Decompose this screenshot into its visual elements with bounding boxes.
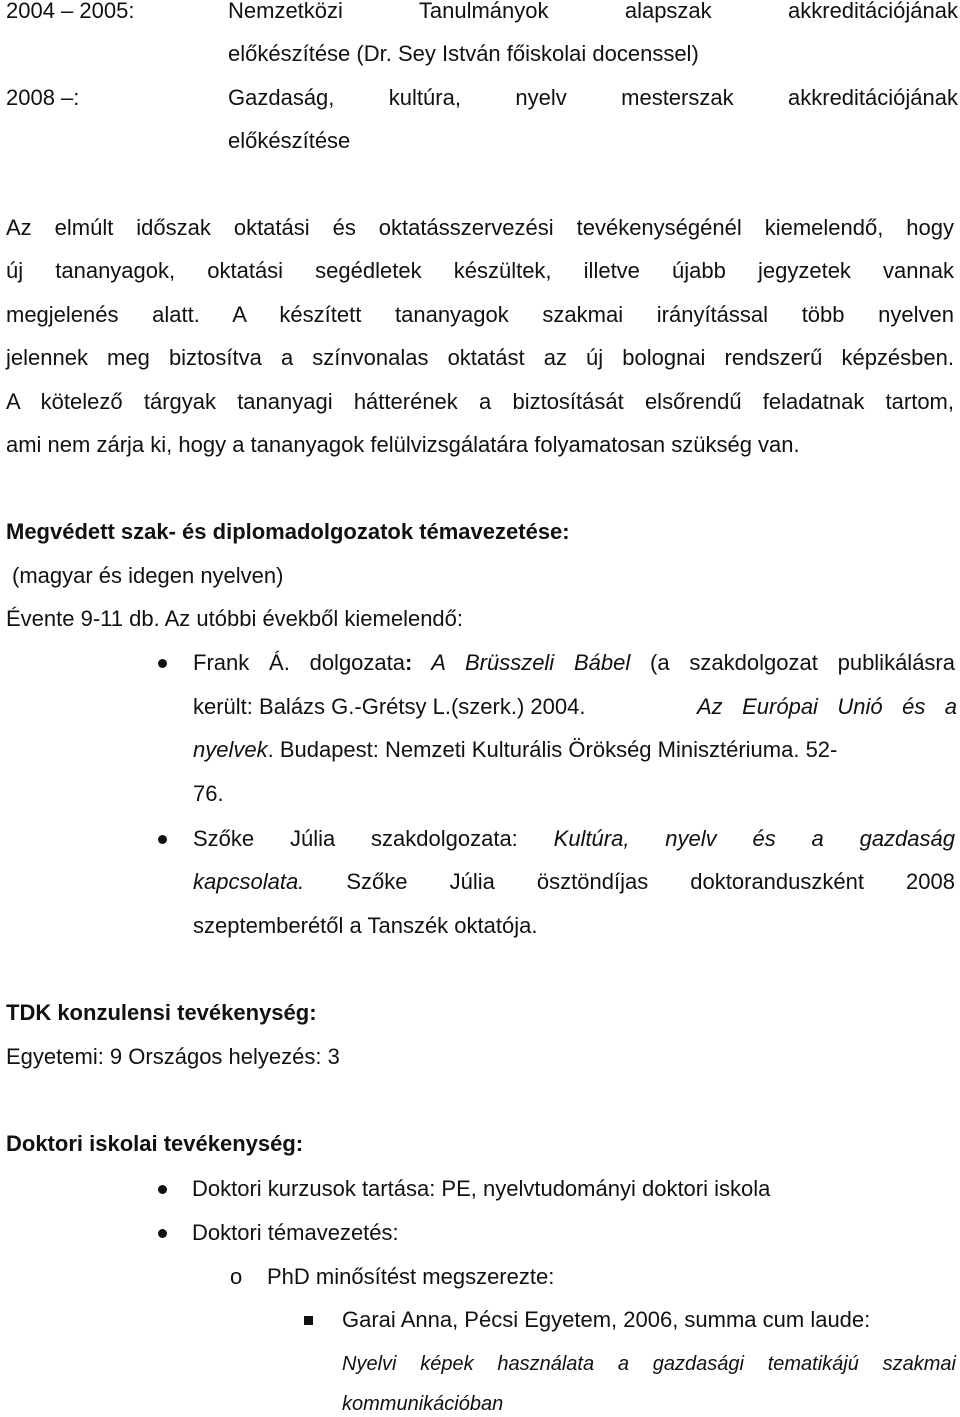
thesis-item-2-line-2 xyxy=(193,869,955,895)
thesis-count xyxy=(6,606,463,632)
doctoral-heading: Doktori iskolai tevékenység: xyxy=(6,1131,304,1156)
doctoral-student: Garai Anna, Pécsi Egyetem, 2006, summa cum laude: xyxy=(342,1307,871,1332)
thesis-item-1-book: Az Európai Unió és a xyxy=(697,694,957,719)
thesis-item-1-title: A Brüsszeli Bábel xyxy=(412,650,631,675)
bullet-icon xyxy=(158,659,167,668)
thesis-item-1-line-2 xyxy=(193,694,585,720)
timeline-year-1: 2004 – 2005: xyxy=(6,0,135,23)
thesis-item-1-line-3 xyxy=(193,737,955,763)
paragraph-line: megjelenés alatt. A készített tananyagok szakmai irányítással több nyelven xyxy=(6,302,954,327)
bullet-icon xyxy=(158,1229,167,1238)
paragraph-line: Az elmúlt időszak oktatási és oktatásszervezési tevékenységénél kiemelendő, hogy xyxy=(6,215,954,240)
doctoral-item-courses: Doktori kurzusok tartása: PE, nyelvtudományi doktori iskola xyxy=(192,1176,771,1201)
circle-bullet-icon: o xyxy=(230,1264,243,1289)
thesis-item-1-line-4: 76. xyxy=(193,781,224,806)
thesis-item-1-ref: került: Balázs G.-Grétsy L.(szerk.) 2004. xyxy=(193,694,586,719)
paragraph-line: ami nem zárja ki, hogy a tananyagok felülvizsgálatára folyamatosan szükség van. xyxy=(6,432,800,457)
thesis-item-2-line-1 xyxy=(193,826,955,852)
thesis-item-1-colon: : xyxy=(405,650,413,675)
thesis-item-1-line-1 xyxy=(193,650,955,676)
thesis-item-2-note: Szőke Júlia ösztöndíjas doktoranduszként 2008 xyxy=(304,869,955,894)
timeline-text-1a: Nemzetközi Tanulmányok alapszak akkreditációjának xyxy=(228,0,958,23)
thesis-item-2-author: Szőke Júlia szakdolgozata: xyxy=(193,826,518,851)
thesis-count-b: Az utóbbi évekből kiemelendő: xyxy=(159,606,464,631)
timeline-year-2: 2008 –: xyxy=(6,85,80,110)
timeline-text-1b: előkészítése (Dr. Sey István főiskolai docenssel) xyxy=(228,41,699,66)
thesis-item-1-note: (a szakdolgozat publikálásra xyxy=(630,650,955,675)
paragraph-line: új tananyagok, oktatási segédletek készültek, illetve újabb jegyzetek vannak xyxy=(6,258,954,283)
thesis-item-2-title: Kultúra, nyelv és a gazdaság xyxy=(553,826,955,851)
dissertation-title-line-1: Nyelvi képek használata a gazdasági tematikájú szakmai xyxy=(342,1353,956,1375)
thesis-count-a: Évente 9-11 db. xyxy=(6,606,160,631)
dissertation-title-line-2: kommunikációban xyxy=(342,1393,504,1415)
thesis-heading: Megvédett szak- és diplomadolgozatok témavezetése: xyxy=(6,519,570,544)
square-bullet-icon xyxy=(304,1316,313,1325)
timeline-text-2b: előkészítése xyxy=(228,128,351,153)
tdk-results: Egyetemi: 9 Országos helyezés: 3 xyxy=(6,1044,340,1069)
doctoral-item-supervision: Doktori témavezetés: xyxy=(192,1220,399,1245)
bullet-icon xyxy=(158,1185,167,1194)
paragraph-line: jelennek meg biztosítva a színvonalas oktatást az új bolognai rendszerű képzésben. xyxy=(6,345,954,370)
thesis-item-1-book-end: nyelvek xyxy=(193,737,268,762)
thesis-item-1-author: Frank Á. dolgozata xyxy=(193,650,406,675)
thesis-item-2-title-end: kapcsolata. xyxy=(193,869,305,894)
doctoral-sub-item: PhD minősítést megszerezte: xyxy=(267,1264,555,1289)
thesis-subheading: (magyar és idegen nyelven) xyxy=(12,563,284,588)
timeline-text-2a: Gazdaság, kultúra, nyelv mesterszak akkreditációjának xyxy=(228,85,958,110)
paragraph-line: A kötelező tárgyak tananyagi hátterének a biztosítását elsőrendű feladatnak tartom, xyxy=(6,389,954,414)
thesis-item-2-line-3: szeptemberétől a Tanszék oktatója. xyxy=(193,913,538,938)
tdk-heading: TDK konzulensi tevékenység: xyxy=(6,1000,317,1025)
bullet-icon xyxy=(158,835,167,844)
thesis-item-1-publisher: . Budapest: Nemzeti Kulturális Örökség Minisztériuma. 52- xyxy=(267,737,838,762)
